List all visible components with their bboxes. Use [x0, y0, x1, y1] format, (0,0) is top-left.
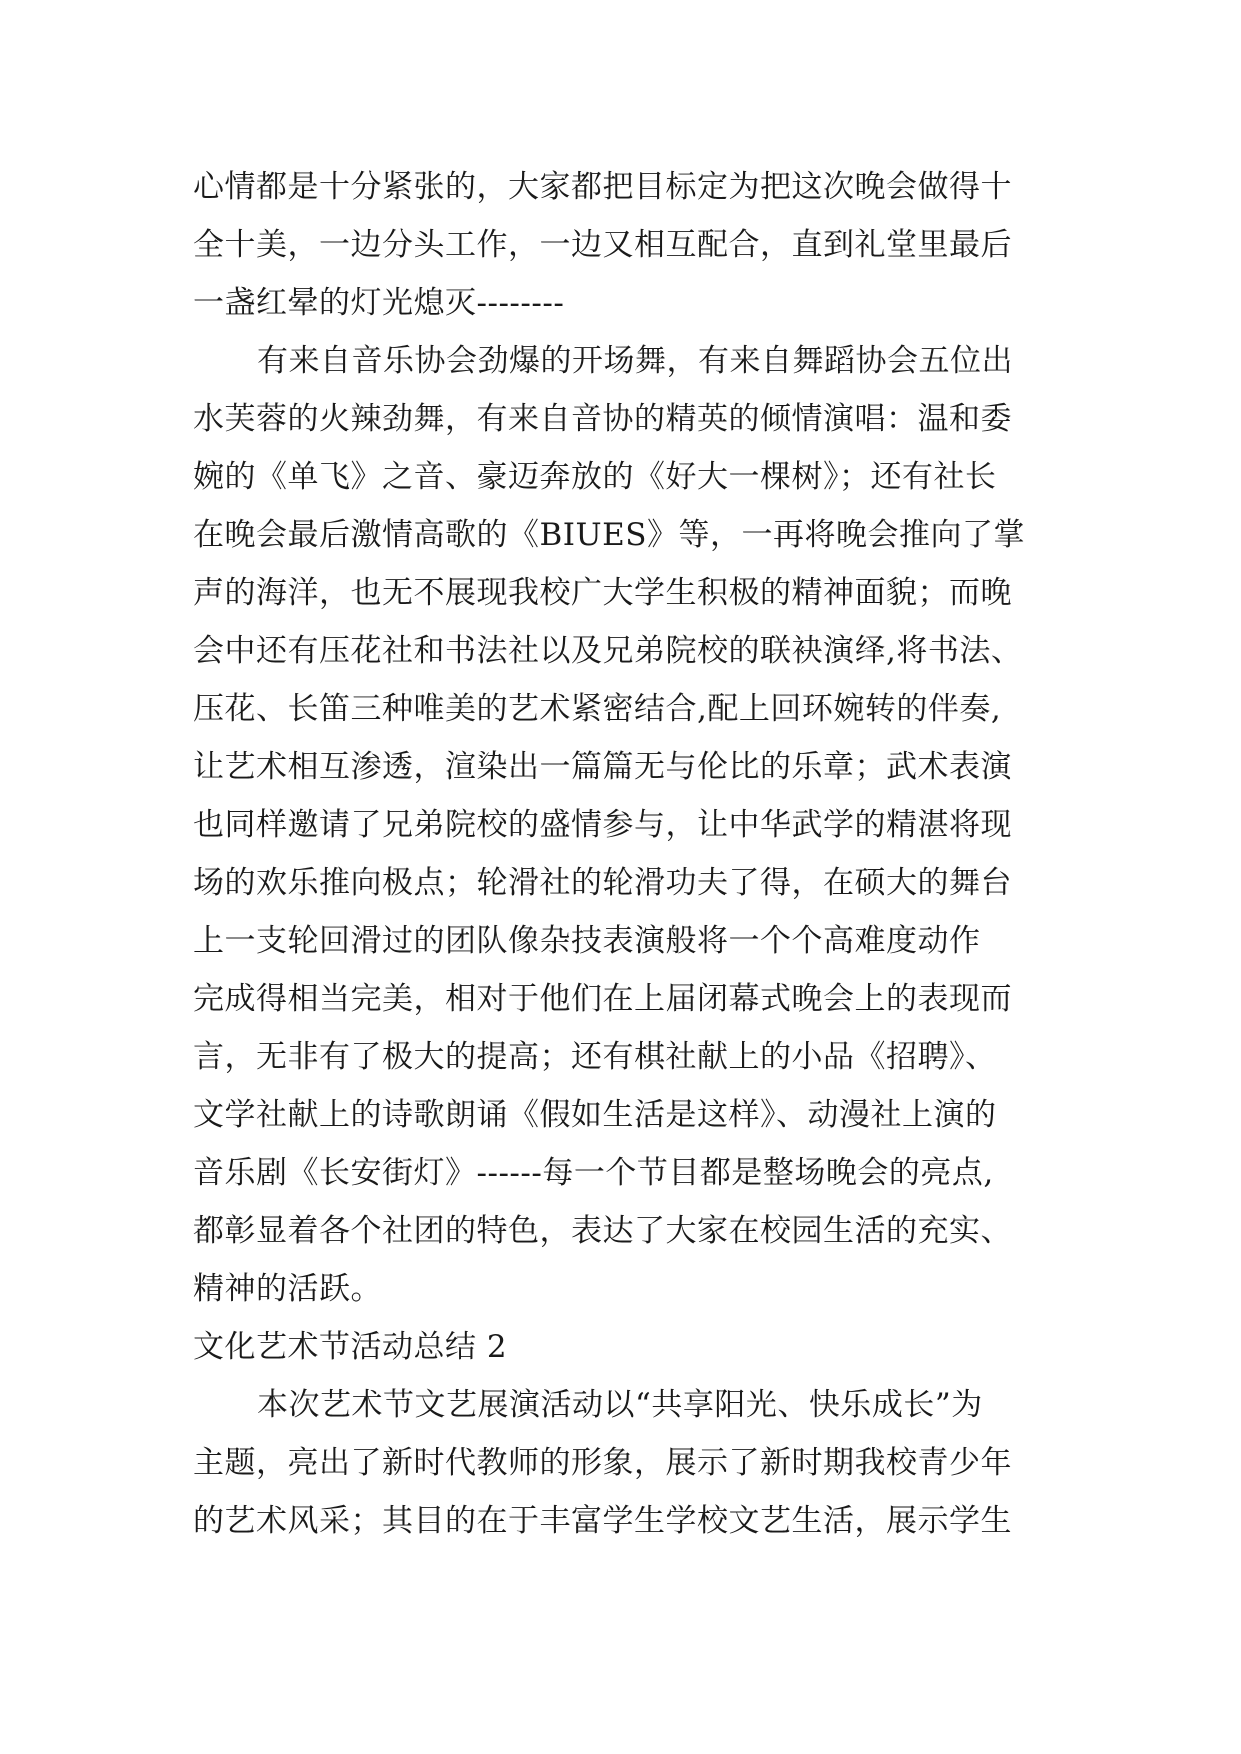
paragraph-2-line: 水芙蓉的火辣劲舞，有来自音协的精英的倾情演唱：温和委 — [193, 401, 1012, 437]
paragraph-2-line: 都彰显着各个社团的特色，表达了大家在校园生活的充实、 — [193, 1213, 1012, 1249]
paragraph-2-line: 让艺术相互渗透，渲染出一篇篇无与伦比的乐章；武术表演 — [193, 749, 1012, 785]
paragraph-2-line: 压花、长笛三种唯美的艺术紧密结合,配上回环婉转的伴奏, — [193, 691, 1002, 727]
paragraph-1-line: 心情都是十分紧张的，大家都把目标定为把这次晚会做得十 — [193, 169, 1012, 205]
paragraph-2-line: 言，无非有了极大的提高；还有棋社献上的小品《招聘》、 — [193, 1039, 997, 1075]
paragraph-2-line: 上一支轮回滑过的团队像杂技表演般将一个个高难度动作 — [193, 923, 981, 959]
paragraph-2-line: 也同样邀请了兄弟院校的盛情参与，让中华武学的精湛将现 — [193, 807, 1012, 843]
paragraph-2-line: 在晚会最后激情高歌的《BIUES》等，一再将晚会推向了掌 — [193, 517, 1026, 553]
document-body — [193, 158, 1073, 1550]
paragraph-1-line: 全十美，一边分头工作，一边又相互配合，直到礼堂里最后 — [193, 227, 1012, 263]
paragraph-3-line: 本次艺术节文艺展演活动以“共享阳光、快乐成长”为 — [257, 1387, 983, 1423]
paragraph-2-line: 有来自音乐协会劲爆的开场舞，有来自舞蹈协会五位出 — [257, 343, 1013, 379]
section-heading: 文化艺术节活动总结 2 — [193, 1329, 508, 1365]
paragraph-2-line: 会中还有压花社和书法社以及兄弟院校的联袂演绎,将书法、 — [193, 633, 1023, 669]
paragraph-1-line: 一盏红晕的灯光熄灭-------- — [193, 285, 565, 321]
paragraph-3-line: 的艺术风采；其目的在于丰富学生学校文艺生活，展示学生 — [193, 1503, 1012, 1539]
paragraph-2 — [193, 332, 1073, 1318]
paragraph-2-line: 声的海洋，也无不展现我校广大学生积极的精神面貌；而晚 — [193, 575, 1012, 611]
paragraph-2-line: 音乐剧《长安街灯》------每一个节目都是整场晚会的亮点, — [193, 1155, 994, 1191]
paragraph-2-line: 婉的《单飞》之音、豪迈奔放的《好大一棵树》；还有社长 — [193, 459, 997, 495]
paragraph-3-line: 主题，亮出了新时代教师的形象，展示了新时期我校青少年 — [193, 1445, 1012, 1481]
paragraph-2-line: 精神的活跃。 — [193, 1271, 382, 1307]
paragraph-1 — [193, 158, 1073, 332]
paragraph-2-line: 场的欢乐推向极点；轮滑社的轮滑功夫了得，在硕大的舞台 — [193, 865, 1012, 901]
paragraph-2-line: 文学社献上的诗歌朗诵《假如生活是这样》、动漫社上演的 — [193, 1097, 997, 1133]
paragraph-2-line: 完成得相当完美，相对于他们在上届闭幕式晚会上的表现而 — [193, 981, 1012, 1017]
paragraph-3 — [193, 1376, 1073, 1550]
